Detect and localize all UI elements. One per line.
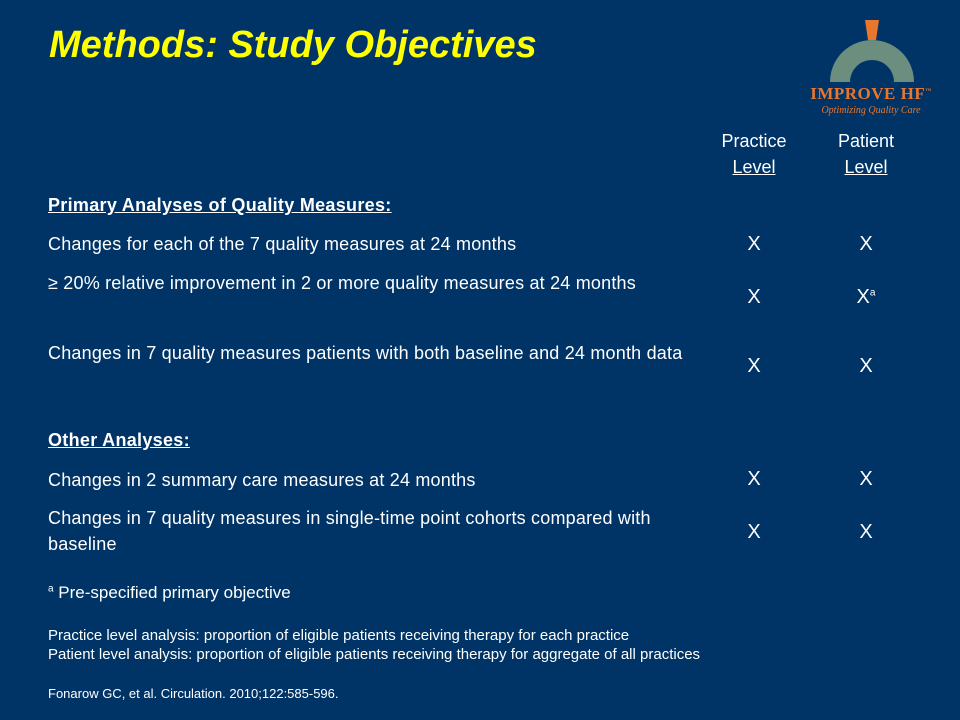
improve-hf-logo (806, 20, 936, 120)
practice-level-mark: X (747, 233, 761, 255)
slide-title: Methods: Study Objectives (49, 24, 537, 66)
practice-level-mark: X (747, 286, 761, 308)
logo-name: IMPROVE HF (810, 84, 926, 103)
section-heading-primary: Primary Analyses of Quality Measures: (48, 195, 392, 215)
column-header-patient-level (811, 128, 921, 180)
definition-practice-level: Practice level analysis: proportion of eligible patients receiving therapy for each practice (48, 627, 630, 644)
patient-level-mark: X (859, 355, 873, 377)
logo-arc-icon (824, 20, 920, 82)
footnote (48, 583, 291, 603)
column-header-patient-line2: Level (844, 157, 888, 177)
objective-row-text: Changes for each of the 7 quality measures at 24 months (48, 234, 517, 254)
column-header-patient-line1: Patient (837, 131, 895, 151)
practice-level-mark: X (747, 355, 761, 377)
column-header-practice-level (699, 128, 809, 180)
objective-row-text: Changes in 7 quality measures patients with both baseline and 24 month data (48, 343, 683, 363)
footnote-text: Pre-specified primary objective (58, 583, 291, 602)
analysis-definitions (48, 626, 700, 664)
column-header-practice-line1: Practice (721, 131, 787, 151)
citation: Fonarow GC, et al. Circulation. 2010;122:585-596. (48, 686, 339, 701)
objective-row-text: Changes in 7 quality measures in single-time point cohorts compared with baseline (48, 508, 651, 554)
practice-level-mark: X (747, 468, 761, 490)
patient-level-mark-value: X (856, 286, 870, 308)
patient-level-mark: X (859, 233, 873, 255)
footnote-marker: a (869, 287, 876, 299)
patient-level-mark: X (859, 468, 873, 490)
column-header-practice-line2: Level (732, 157, 776, 177)
section-heading-other: Other Analyses: (48, 430, 190, 450)
patient-level-mark: X (859, 521, 873, 543)
definition-patient-level: Patient level analysis: proportion of eligible patients receiving therapy for aggregate of all practices (48, 646, 701, 663)
logo-trademark: ™ (925, 88, 932, 95)
logo-tagline: Optimizing Quality Care (821, 105, 921, 116)
practice-level-mark: X (747, 521, 761, 543)
footnote-marker: a (48, 583, 54, 595)
objective-row-text: Changes in 2 summary care measures at 24 months (48, 470, 476, 490)
objective-row-text: ≥ 20% relative improvement in 2 or more quality measures at 24 months (48, 273, 636, 293)
patient-level-mark (846, 286, 886, 309)
